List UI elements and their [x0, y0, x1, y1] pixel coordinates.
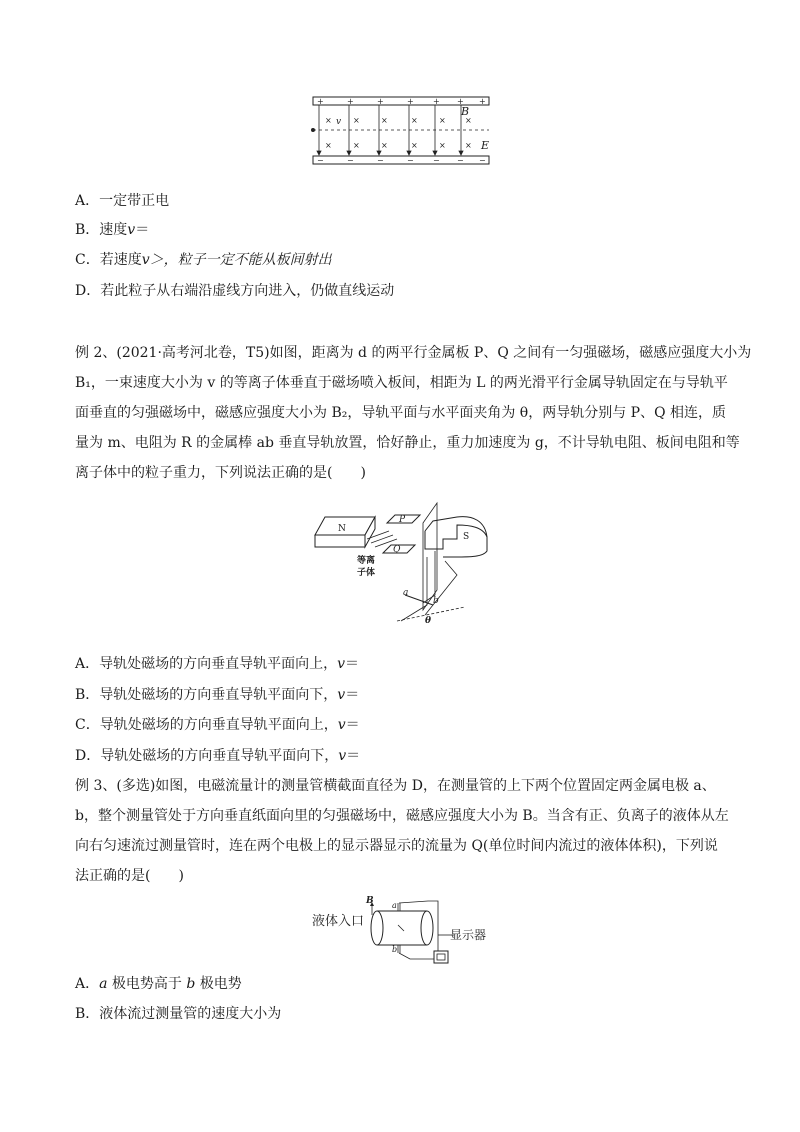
example-line: 离子体中的粒子重力，下列说法正确的是( )	[75, 465, 366, 481]
example-line: 面垂直的匀强磁场中，磁感应强度大小为 B₂，导轨平面与水平面夹角为 θ，两导轨分别与 P、Q 相连，质	[75, 405, 727, 421]
variable: v	[337, 687, 346, 703]
option-text: 导轨处磁场的方向垂直导轨平面向下，	[99, 687, 338, 703]
option-b	[75, 220, 149, 240]
plus-mark: +	[347, 97, 354, 106]
example-2-text	[75, 338, 752, 488]
option-tail: ＝	[135, 222, 150, 238]
label-E: E	[481, 139, 490, 152]
option-tail: ＝	[346, 748, 361, 764]
option-text: 导轨处磁场的方向垂直导轨平面向下，	[100, 748, 339, 764]
plus-mark: +	[317, 97, 324, 106]
label-P: P	[399, 515, 406, 525]
option-text: 一定带正电	[99, 193, 170, 209]
minus-mark: −	[407, 156, 414, 165]
magnetic-cross: ×	[325, 141, 332, 150]
magnetic-cross: ×	[439, 116, 446, 125]
plus-mark: +	[377, 97, 384, 106]
option-letter: B．	[75, 222, 100, 238]
option-letter: C．	[75, 717, 100, 733]
variable: a	[99, 976, 108, 992]
option-d	[75, 281, 394, 301]
label-B: B	[366, 896, 374, 906]
option-letter: D．	[75, 748, 101, 764]
example-line: b，整个测量管处于方向垂直纸面向里的匀强磁场中，磁感应强度大小为 B。当含有正、负离子的液体从左	[75, 808, 729, 824]
magnetic-cross: ×	[381, 141, 388, 150]
option-text: 导轨处磁场的方向垂直导轨平面向上，	[99, 717, 338, 733]
minus-mark: −	[479, 156, 486, 165]
magnetic-cross: ×	[353, 116, 360, 125]
label-theta: θ	[425, 616, 432, 626]
minus-mark: −	[347, 156, 354, 165]
option-text: 液体流过测量管的速度大小为	[99, 1006, 282, 1022]
option-text: 若此粒子从右端沿虚线方向进入，仍做直线运动	[100, 283, 395, 299]
plus-mark: +	[457, 97, 464, 106]
example-3-text	[75, 771, 729, 891]
option-a	[75, 974, 242, 994]
option-text: 速度	[99, 222, 128, 238]
minus-mark: −	[317, 156, 324, 165]
option-text: 极电势高于	[107, 976, 187, 992]
example-line: 量为 m、电阻为 R 的金属棒 ab 垂直导轨放置，恰好静止，重力加速度为 g，不计导轨电阻、板间电阻和等	[75, 435, 740, 451]
option-c	[75, 715, 360, 735]
variable: v	[127, 222, 136, 238]
variable: v	[337, 717, 346, 733]
option-a	[75, 191, 169, 211]
pipe-end-left	[371, 911, 383, 945]
variable: v	[338, 748, 347, 764]
option-c	[75, 250, 332, 270]
label-B: B	[461, 105, 470, 118]
option-letter: D．	[75, 283, 101, 299]
label-v: v	[336, 117, 342, 127]
example-line: 法正确的是( )	[75, 868, 184, 884]
option-letter: B．	[75, 1006, 100, 1022]
option-letter: B．	[75, 687, 100, 703]
option-letter: A．	[75, 656, 100, 672]
magnetic-cross: ×	[439, 141, 446, 150]
display-box	[434, 951, 448, 963]
figure-velocity-selector	[305, 93, 495, 173]
label-inlet: 液体入口	[312, 914, 365, 929]
option-text: 导轨处磁场的方向垂直导轨平面向上，	[99, 656, 338, 672]
option-tail: 极电势	[195, 976, 242, 992]
minus-mark: −	[433, 156, 440, 165]
plus-mark: +	[433, 97, 440, 106]
example-line: B₁，一束速度大小为 v 的等离子体垂直于磁场喷入板间，相距为 L 的两光滑平行金属导轨固定在与导轨平	[75, 375, 728, 391]
magnetic-cross: ×	[381, 116, 388, 125]
magnetic-cross: ×	[325, 116, 332, 125]
example-line: 例 3、(多选)如图，电磁流量计的测量管横截面直径为 D，在测量管的上下两个位置固定两金属电极 a、	[75, 778, 716, 794]
figure-flowmeter	[310, 895, 510, 967]
option-tail: ＞，粒子一定不能从板间射出	[149, 252, 332, 268]
option-a	[75, 654, 359, 674]
magnetic-cross: ×	[465, 141, 472, 150]
minus-mark: −	[377, 156, 384, 165]
label-N: N	[338, 524, 346, 534]
pipe-end-right	[421, 911, 433, 945]
particle-dot	[311, 128, 315, 132]
plus-mark: +	[407, 97, 414, 106]
label-display: 显示器	[450, 928, 487, 942]
plus-mark: +	[479, 97, 486, 106]
option-tail: ＝	[345, 687, 360, 703]
rod-ab	[405, 595, 433, 605]
magnet-s	[425, 525, 487, 557]
option-tail: ＝	[345, 656, 360, 672]
option-text: 若速度	[99, 252, 142, 268]
magnetic-cross: ×	[465, 116, 472, 125]
option-letter: A．	[75, 976, 100, 992]
option-b	[75, 1004, 281, 1024]
label-S: S	[463, 532, 470, 542]
label-a: a	[392, 901, 397, 910]
magnetic-cross: ×	[411, 141, 418, 150]
variable: v	[141, 252, 150, 268]
minus-mark: −	[457, 156, 464, 165]
magnetic-cross: ×	[411, 116, 418, 125]
label-plasma: 子体	[357, 568, 376, 578]
option-d	[75, 746, 360, 766]
example-line: 例 2、(2021·高考河北卷，T5)如图，距离为 d 的两平行金属板 P、Q 之间有一匀强磁场，磁感应强度大小为	[75, 345, 752, 361]
magnetic-cross: ×	[353, 141, 360, 150]
label-b: b	[392, 945, 398, 954]
option-letter: C．	[75, 252, 100, 268]
example-line: 向右匀速流过测量管时，连在两个电极上的显示器显示的流量为 Q(单位时间内流过的液体体积)，下列说	[75, 838, 718, 854]
label-Q: Q	[393, 545, 401, 555]
variable: v	[337, 656, 346, 672]
label-b: b	[433, 596, 439, 606]
option-tail: ＝	[345, 717, 360, 733]
label-a: a	[403, 588, 409, 598]
figure-plasma-generator	[305, 495, 505, 630]
option-letter: A．	[75, 193, 100, 209]
option-b	[75, 685, 359, 705]
label-plasma: 等离	[357, 556, 376, 566]
variable: b	[186, 976, 196, 992]
